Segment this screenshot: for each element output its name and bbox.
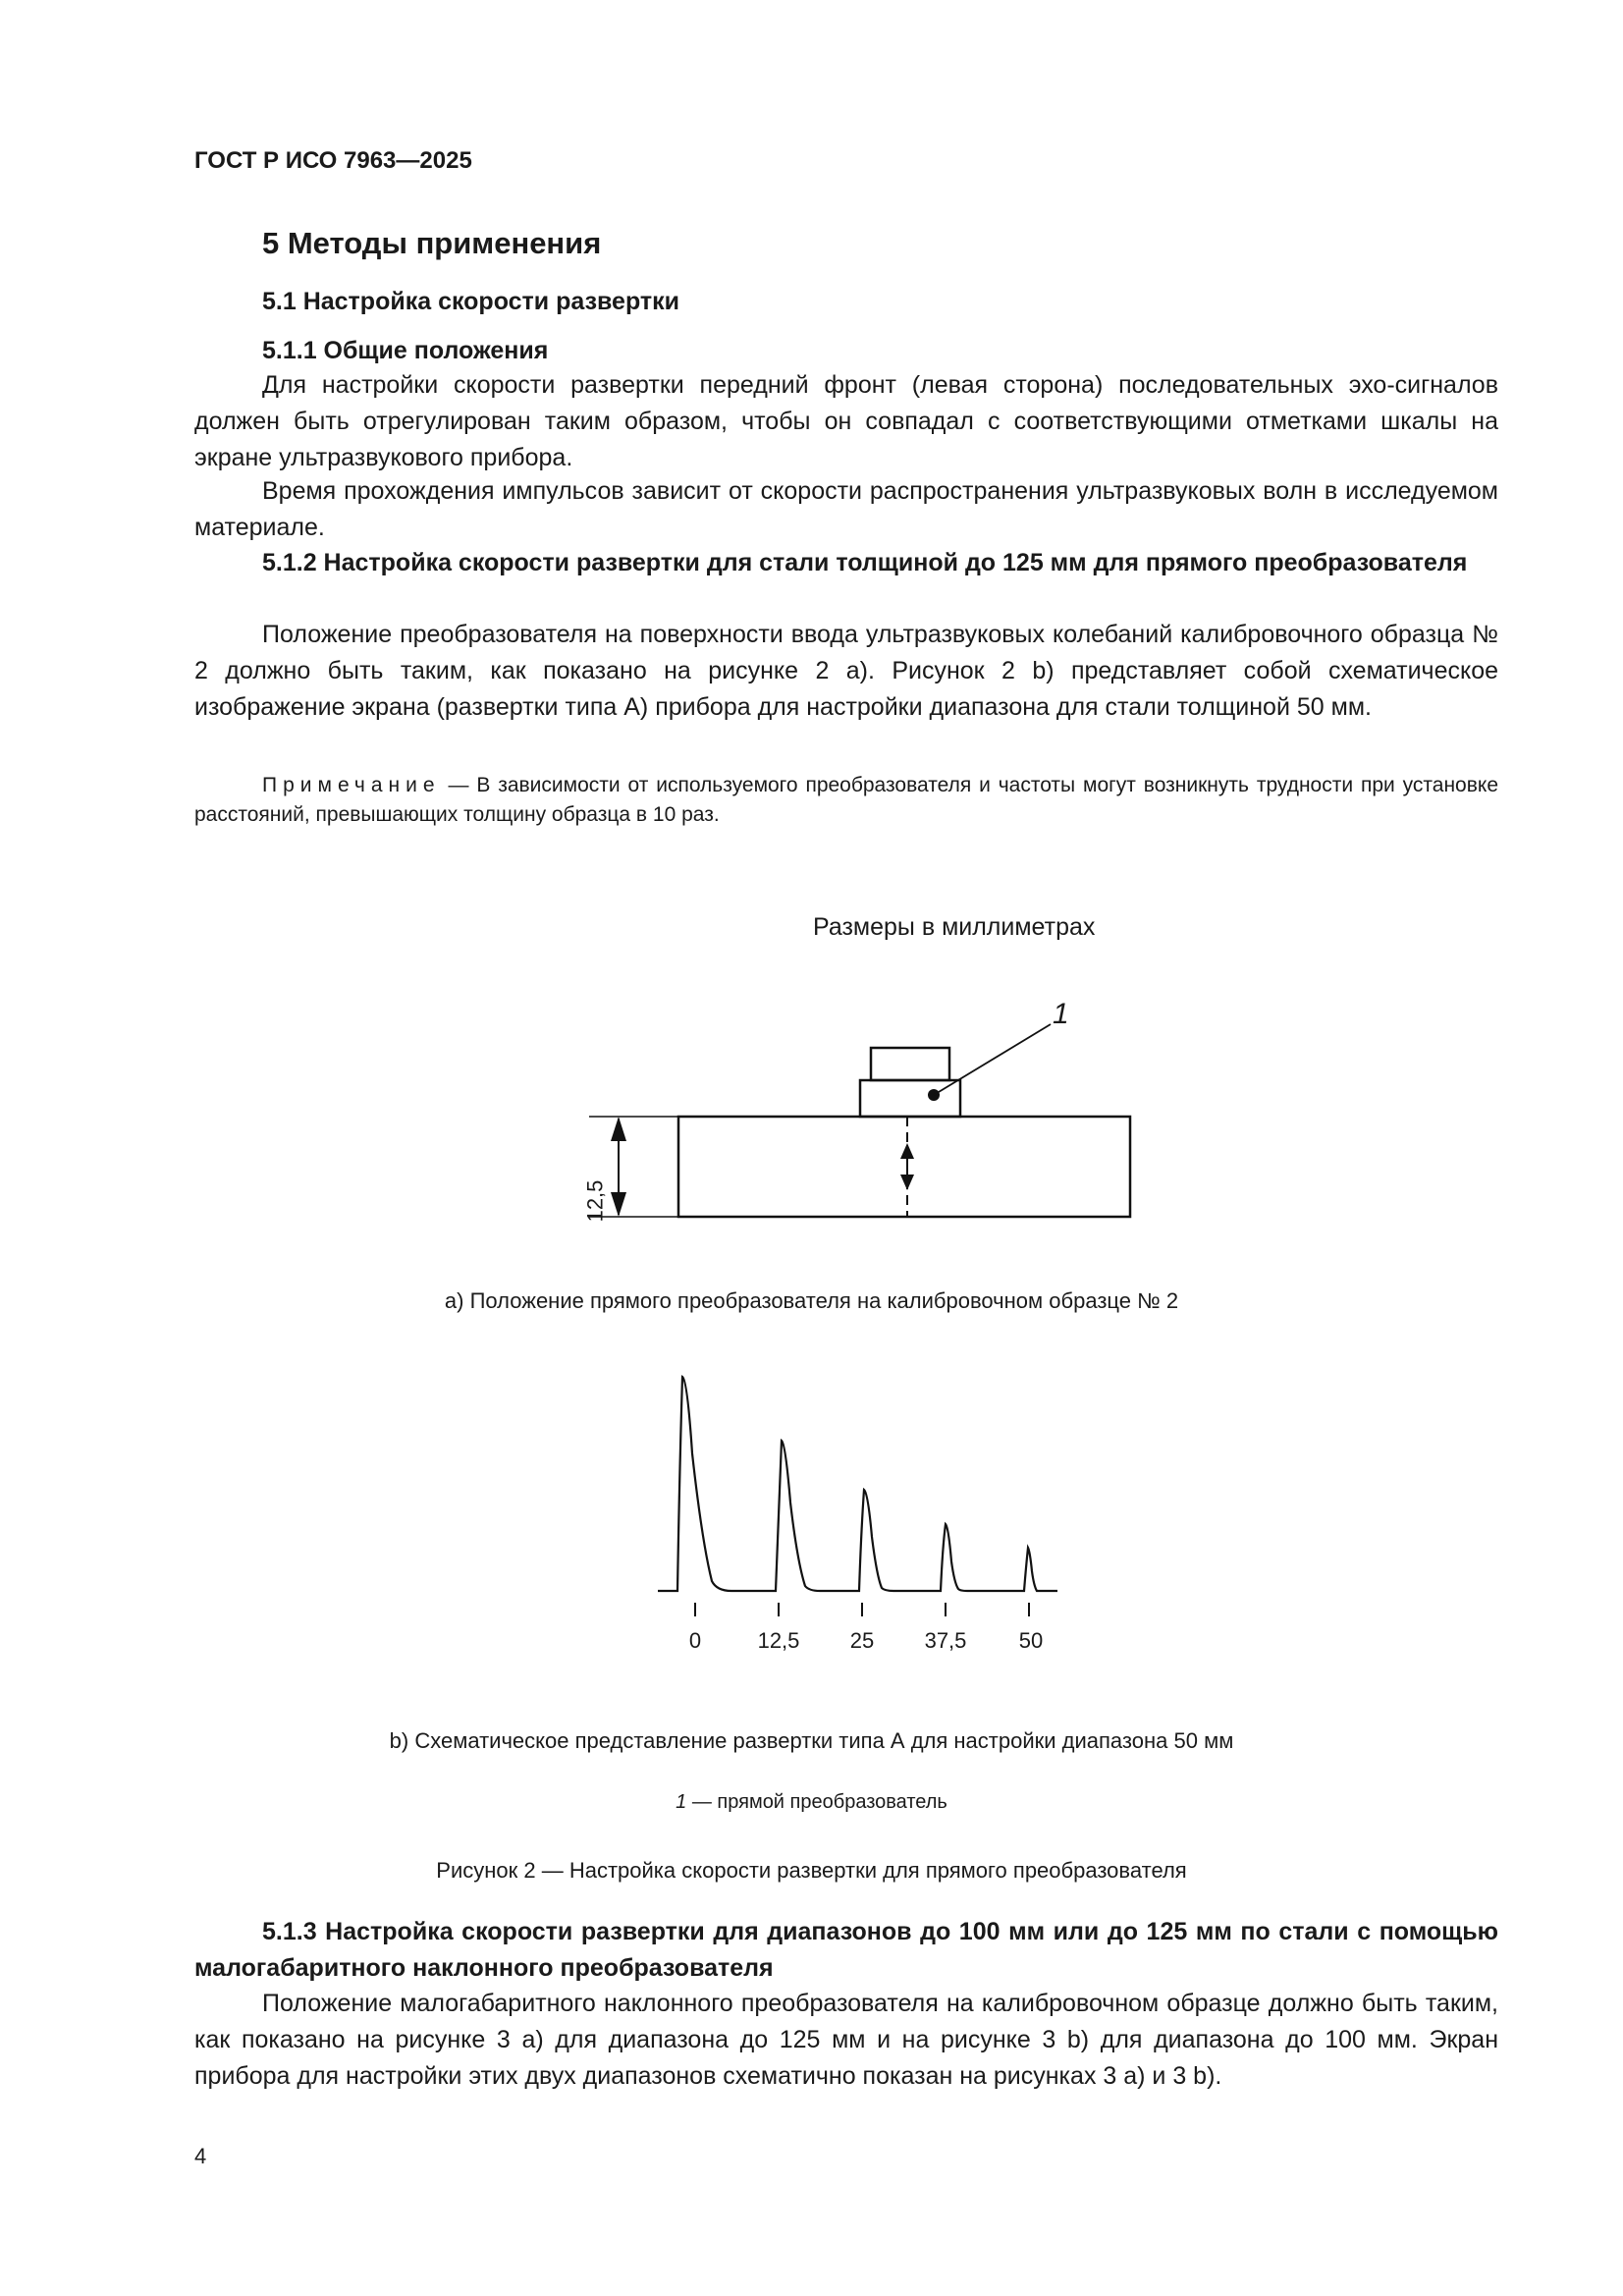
legend-number: 1 — [676, 1791, 687, 1813]
scale-label-12-5: 12,5 — [757, 1628, 800, 1653]
clause-512-heading: 5.1.2 Настройка скорости развертки для стали толщиной до 125 мм для прямого преобразователя — [262, 549, 1468, 576]
clause-512-paragraph-1: Положение преобразователя на поверхности ввода ультразвуковых колебаний калибровочного образца № 2 должно быть таким, как показано на рисунке 2 a). Рисунок 2 b) представляет собой схематическое изображение экрана (развертки типа A) прибора для настройки диапазона для стали толщиной 50 мм. — [194, 621, 1498, 721]
clause-511-paragraph-1: Для настройки скорости развертки передний фронт (левая сторона) последовательных эхо-сигналов должен быть отрегулирован таким образом, чтобы он совпадал с соответствующими отметками шкалы на экране ультразвукового прибора. — [194, 371, 1498, 471]
clause-513-paragraph-1: Положение малогабаритного наклонного преобразователя на калибровочном образце должно быть таким, как показано на рисунке 3 a) для диапазона до 125 мм и на рисунке 3 b) для диапазона до 100 мм. Экран прибора для настройки этих двух диапазонов схематично показан на рисунках 3 a) и 3 b). — [194, 1990, 1498, 2090]
scale-label-37-5: 37,5 — [924, 1628, 967, 1653]
section-heading: 5 Методы применения — [262, 226, 602, 260]
standard-designation: ГОСТ Р ИСО 7963—2025 — [194, 147, 472, 174]
note-text: — В зависимости от используемого преобразователя и частоты могут возникнуть трудности при установке расстояний, превышающих толщину образца в 10 раз. — [194, 774, 1498, 826]
clause-511-paragraph-2: Время прохождения импульсов зависит от скорости распространения ультразвуковых волн в исследуемом материале. — [194, 477, 1498, 541]
figure-legend — [0, 1791, 1623, 1814]
clause-513-heading: 5.1.3 Настройка скорости развертки для диапазонов до 100 мм или до 125 мм по стали с помощью малогабаритного наклонного преобразователя — [194, 1918, 1498, 1982]
subsection-heading: 5.1 Настройка скорости развертки — [262, 288, 680, 315]
figure-2-title: Рисунок 2 — Настройка скорости развертки для прямого преобразователя — [436, 1858, 1187, 1883]
ascan-trace — [658, 1377, 1057, 1591]
clause-511-heading: 5.1.1 Общие положения — [262, 337, 549, 364]
scale-label-25: 25 — [849, 1628, 875, 1653]
scale-label-50: 50 — [1018, 1628, 1044, 1653]
callout-label: 1 — [1053, 998, 1069, 1030]
figure-2b-caption: b) Схематическое представление развертки типа А для настройки диапазона 50 мм — [389, 1728, 1234, 1753]
figure-2a-caption: a) Положение прямого преобразователя на калибровочном образце № 2 — [444, 1288, 1179, 1313]
scale-label-0: 0 — [688, 1628, 702, 1653]
legend-text: — прямой преобразователь — [686, 1791, 947, 1813]
note-label: Примечание — [262, 774, 441, 796]
page-number: 4 — [194, 2144, 207, 2168]
dimension-label: 12,5 — [582, 1179, 608, 1223]
dimensions-units-note: Размеры в миллиметрах — [813, 913, 1096, 941]
